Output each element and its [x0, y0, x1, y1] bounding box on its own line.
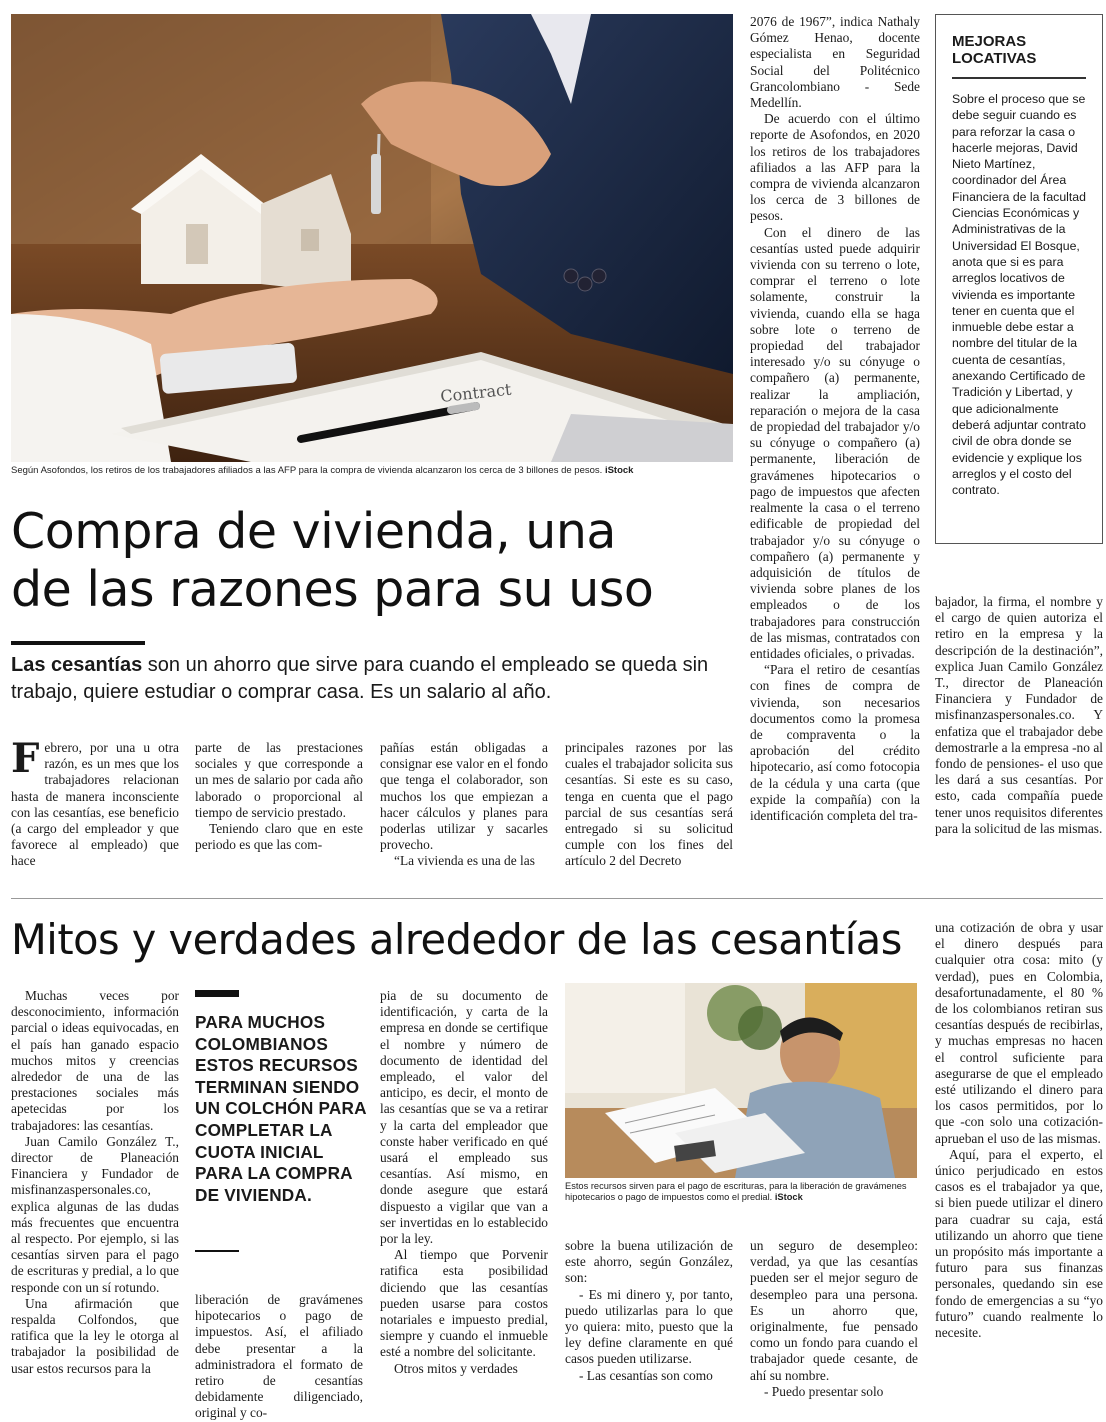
house-keys-illustration — [11, 14, 733, 462]
man-with-documents-illustration — [565, 983, 917, 1178]
article2-col-5: un seguro de desempleo: verdad, ya que las cesantías pueden ser el mejor seguro de desempleo para una persona. Es un ahorro que, originalmente, fue pensado como un fondo para cuando el trabajador quede cesante, de ahí su nombre. - Puedo presentar solo — [750, 1238, 918, 1399]
sidebar-body: Sobre el proceso que se debe seguir cuando es para reforzar la casa o hacerle mejoras, David Nieto Martínez, coordinador del Área Financiera de la facultad Ciencias Económicas y Administrativas de la Universidad El Bosque, anota que si es para arreglos locativos de vivienda es importante tener en cuenta que el inmueble debe estar a nombre del titular de la cuenta de cesantías, anexando Certificado de Tradición y Libertad, y que adicionalmente deberá adjuntar contrato civil de obra donde se evidencie y explique los arreglos y el costo del contrato. — [952, 92, 1086, 498]
dropcap: F — [11, 735, 40, 782]
article1-photo-caption: Según Asofondos, los retiros de los trabajadores afiliados a las AFP para la compra de vivienda alcanzaron los cerca de 3 billones de pesos. iStock — [11, 465, 634, 476]
article1-col-3: pañías están obligadas a consignar ese valor en el fondo que tenga el colaborador, son muchos los que empiezan a hacer cálculos y planes para poderlas utilizar y sacarles provecho. “La vivienda es una de las — [380, 740, 548, 869]
article2-headline: Mitos y verdades alrededor de las cesantías — [11, 915, 902, 964]
article1-col-6: bajador, la firma, el nombre y el cargo de quien autoriza el retiro en la empresa y la descripción de la destinación”, explica Juan Camilo González T., director de Planeación Financiera y Fundador de misfinanzaspersonales.co. Y enfatiza que el trabajador debe demostrarle a la empresa -no al fondo de pensiones- el uso que les dará a sus cesantías. Por esto, cada compañía puede tener unos requisitos diferentes para la solicitud de las mismas. — [935, 594, 1103, 836]
article2-col-1: Muchas veces por desconocimiento, información parcial o ideas equivocadas, en el país han ganado espacio muchos mitos y creencias alrededor de una de las prestaciones sociales más apetecidas por los trabajadores: las cesantías. Juan Camilo González T., director de Planeación Financiera y Fundador de misfinanzaspersonales.co, explica algunas de las dudas más frecuentes que encuentra al respecto. Por ejemplo, si las cesantías sirven para el pago de escrituras y predial, a lo que responde con un sí rotundo. Una afirmación que respalda Colfondos, que ratifica que la ley le otorga al trabajador la posibilidad de usar estos recursos para la — [11, 988, 179, 1376]
contract-label: Contract — [439, 379, 513, 406]
headline-line-1: Compra de vivienda, una — [11, 503, 616, 560]
headline-line-2: de las razones para su uso — [11, 561, 654, 618]
article2-col-4: sobre la buena utilización de este ahorro, según González, son: - Es mi dinero y, por tanto, puedo utilizarlas para lo que yo quiera: mito, puesto que la ley define claramente en qué casos pueden utilizarse. - Las cesantías son como — [565, 1238, 733, 1383]
pullquote: PARA MUCHOS COLOMBIANOS ESTOS RECURSOS TERMINAN SIENDO UN COLCHÓN PARA COMPLETAR LA CUOTA INICIAL PARA LA COMPRA DE VIVIENDA. — [195, 1012, 367, 1205]
photo-credit: iStock — [604, 465, 634, 476]
lead-text: son un ahorro que sirve para cuando el empleado se queda sin trabajo, quiere estudiar o comprar casa. Es un salario al año. — [11, 654, 709, 703]
photo-credit-2: iStock — [774, 1192, 803, 1202]
article1-col-5: 2076 de 1967”, indica Nathaly Gómez Henao, docente especialista en Seguridad Social del Politécnico Grancolombiano - Sede Medellín. De acuerdo con el último reporte de Asofondos, en 2020 los retiros de los trabajadores afiliados a las AFP para la compra de vivienda alcanzaron los cerca de 3 billones de pesos. Con el dinero de las cesantías usted puede adquirir vivienda con su terreno o lote, comprar el terreno o lote solamente, construir la vivienda, cuando ella se haga sobre lote o terreno de propiedad del trabajador interesado y/o su cónyuge o compañero (a) permanente, realizar la ampliación, reparación o mejora de la casa de propiedad del trabajador y/o su cónyuge o compañero (a) permanente, liberación de gravámenes hipotecarios o pago de impuestos que afecten realmente la casa o el terreno edificable de propiedad del trabajador y/o su cónyuge o compañero (a) permanente y adquisición de títulos de vivienda sobre planes de los empleados o de los trabajadores para construcción de las mismas, contratados con entidades oficiales, o privadas. “Para el retiro de cesantías con fines de compra de vivienda, son necesarios documentos como la promesa de compraventa o la aprobación del crédito hipotecario, así como fotocopia de la cédula y una carta (que expide la compañía) con la identificación completa del tra- — [750, 14, 920, 823]
pullquote-bottom-rule — [195, 1250, 239, 1252]
article1-photo — [11, 14, 733, 462]
article1-col-1: Febrero, por una u otra razón, es un mes que los trabajadores relacionan hasta de manera inconsciente con las cesantías, ese beneficio (a cargo del empleador y que favorece al empleado) que hace — [11, 735, 179, 869]
article2-col-3: pia de su documento de identificación, y carta de la empresa en donde se certifique el nombre y número de documento de identidad del empleado, el valor del anticipo, es decir, el monto de las cesantías que se va a retirar y la carta del empleador que conste haber verificado en qué usará el empleado sus cesantías. Así mismo, en donde asegure que estará dispuesto a vigilar que van a ser invertidas en lo establecido por la ley. Al tiempo que Porvenir ratifica esta posibilidad diciendo que las cesantías pueden usarse para costos notariales e impuesto predial, siempre y cuando el inmueble esté a nombre del solicitante. Otros mitos y verdades — [380, 988, 548, 1376]
article2-col-2: liberación de gravámenes hipotecarios o pago de impuestos. Así, el afiliado debe presentar a la administradora el formato de retiro de cesantías debidamente diligenciado, original y co- — [195, 1292, 363, 1421]
article1-headline — [11, 503, 741, 619]
pullquote-top-rule — [195, 990, 239, 997]
section-divider — [11, 898, 1103, 899]
article1-col-2: parte de las prestaciones sociales y que corresponde a un mes de salario por cada año laborado o proporcional al tiempo de servicio prestado. Teniendo claro que en este periodo es que las com- — [195, 740, 363, 853]
headline-rule — [11, 641, 145, 645]
article2-photo-caption: Estos recursos sirven para el pago de escrituras, para la liberación de gravámenes hipotecarios o pago de impuestos como el predial. iStock — [565, 1181, 907, 1202]
article1-lead — [11, 652, 733, 706]
sidebar-title: MEJORAS LOCATIVAS — [952, 33, 1037, 67]
article2-photo — [565, 983, 917, 1178]
sidebar-mejoras-locativas — [935, 14, 1103, 544]
article1-col-4: principales razones por las cuales el trabajador solicita sus cesantías. Si este es su caso, tenga en cuenta que el pago parcial de sus cesantías será entregado si su solicitud cumple con los fines del artículo 2 del Decreto — [565, 740, 733, 869]
article2-col-6: una cotización de obra y usar el dinero después para cualquier otra cosa: mito (y verdad), pues en Colombia, desafortunadamente, el 80 % de los colombianos retiran sus cesantías después de recibirlas, y muchas empresas no hacen el control suficiente para asegurarse de que el empleado esté utilizando el dinero para los casos permitidos, por lo que -con solo una cotización- aprueban el uso de las mismas. Aquí, para el experto, el único perjudicado en estos casos es el trabajador ya que, si bien puede utilizar el dinero para cuadrar su caja, está utilizando un ahorro que tiene un propósito más importante a futuro para sus finanzas personales, quedando sin ese fondo de emergencias a su “yo futuro” cuando realmente lo necesite. — [935, 920, 1103, 1341]
sidebar-rule — [952, 77, 1086, 79]
lead-bold: Las cesantías — [11, 654, 143, 676]
